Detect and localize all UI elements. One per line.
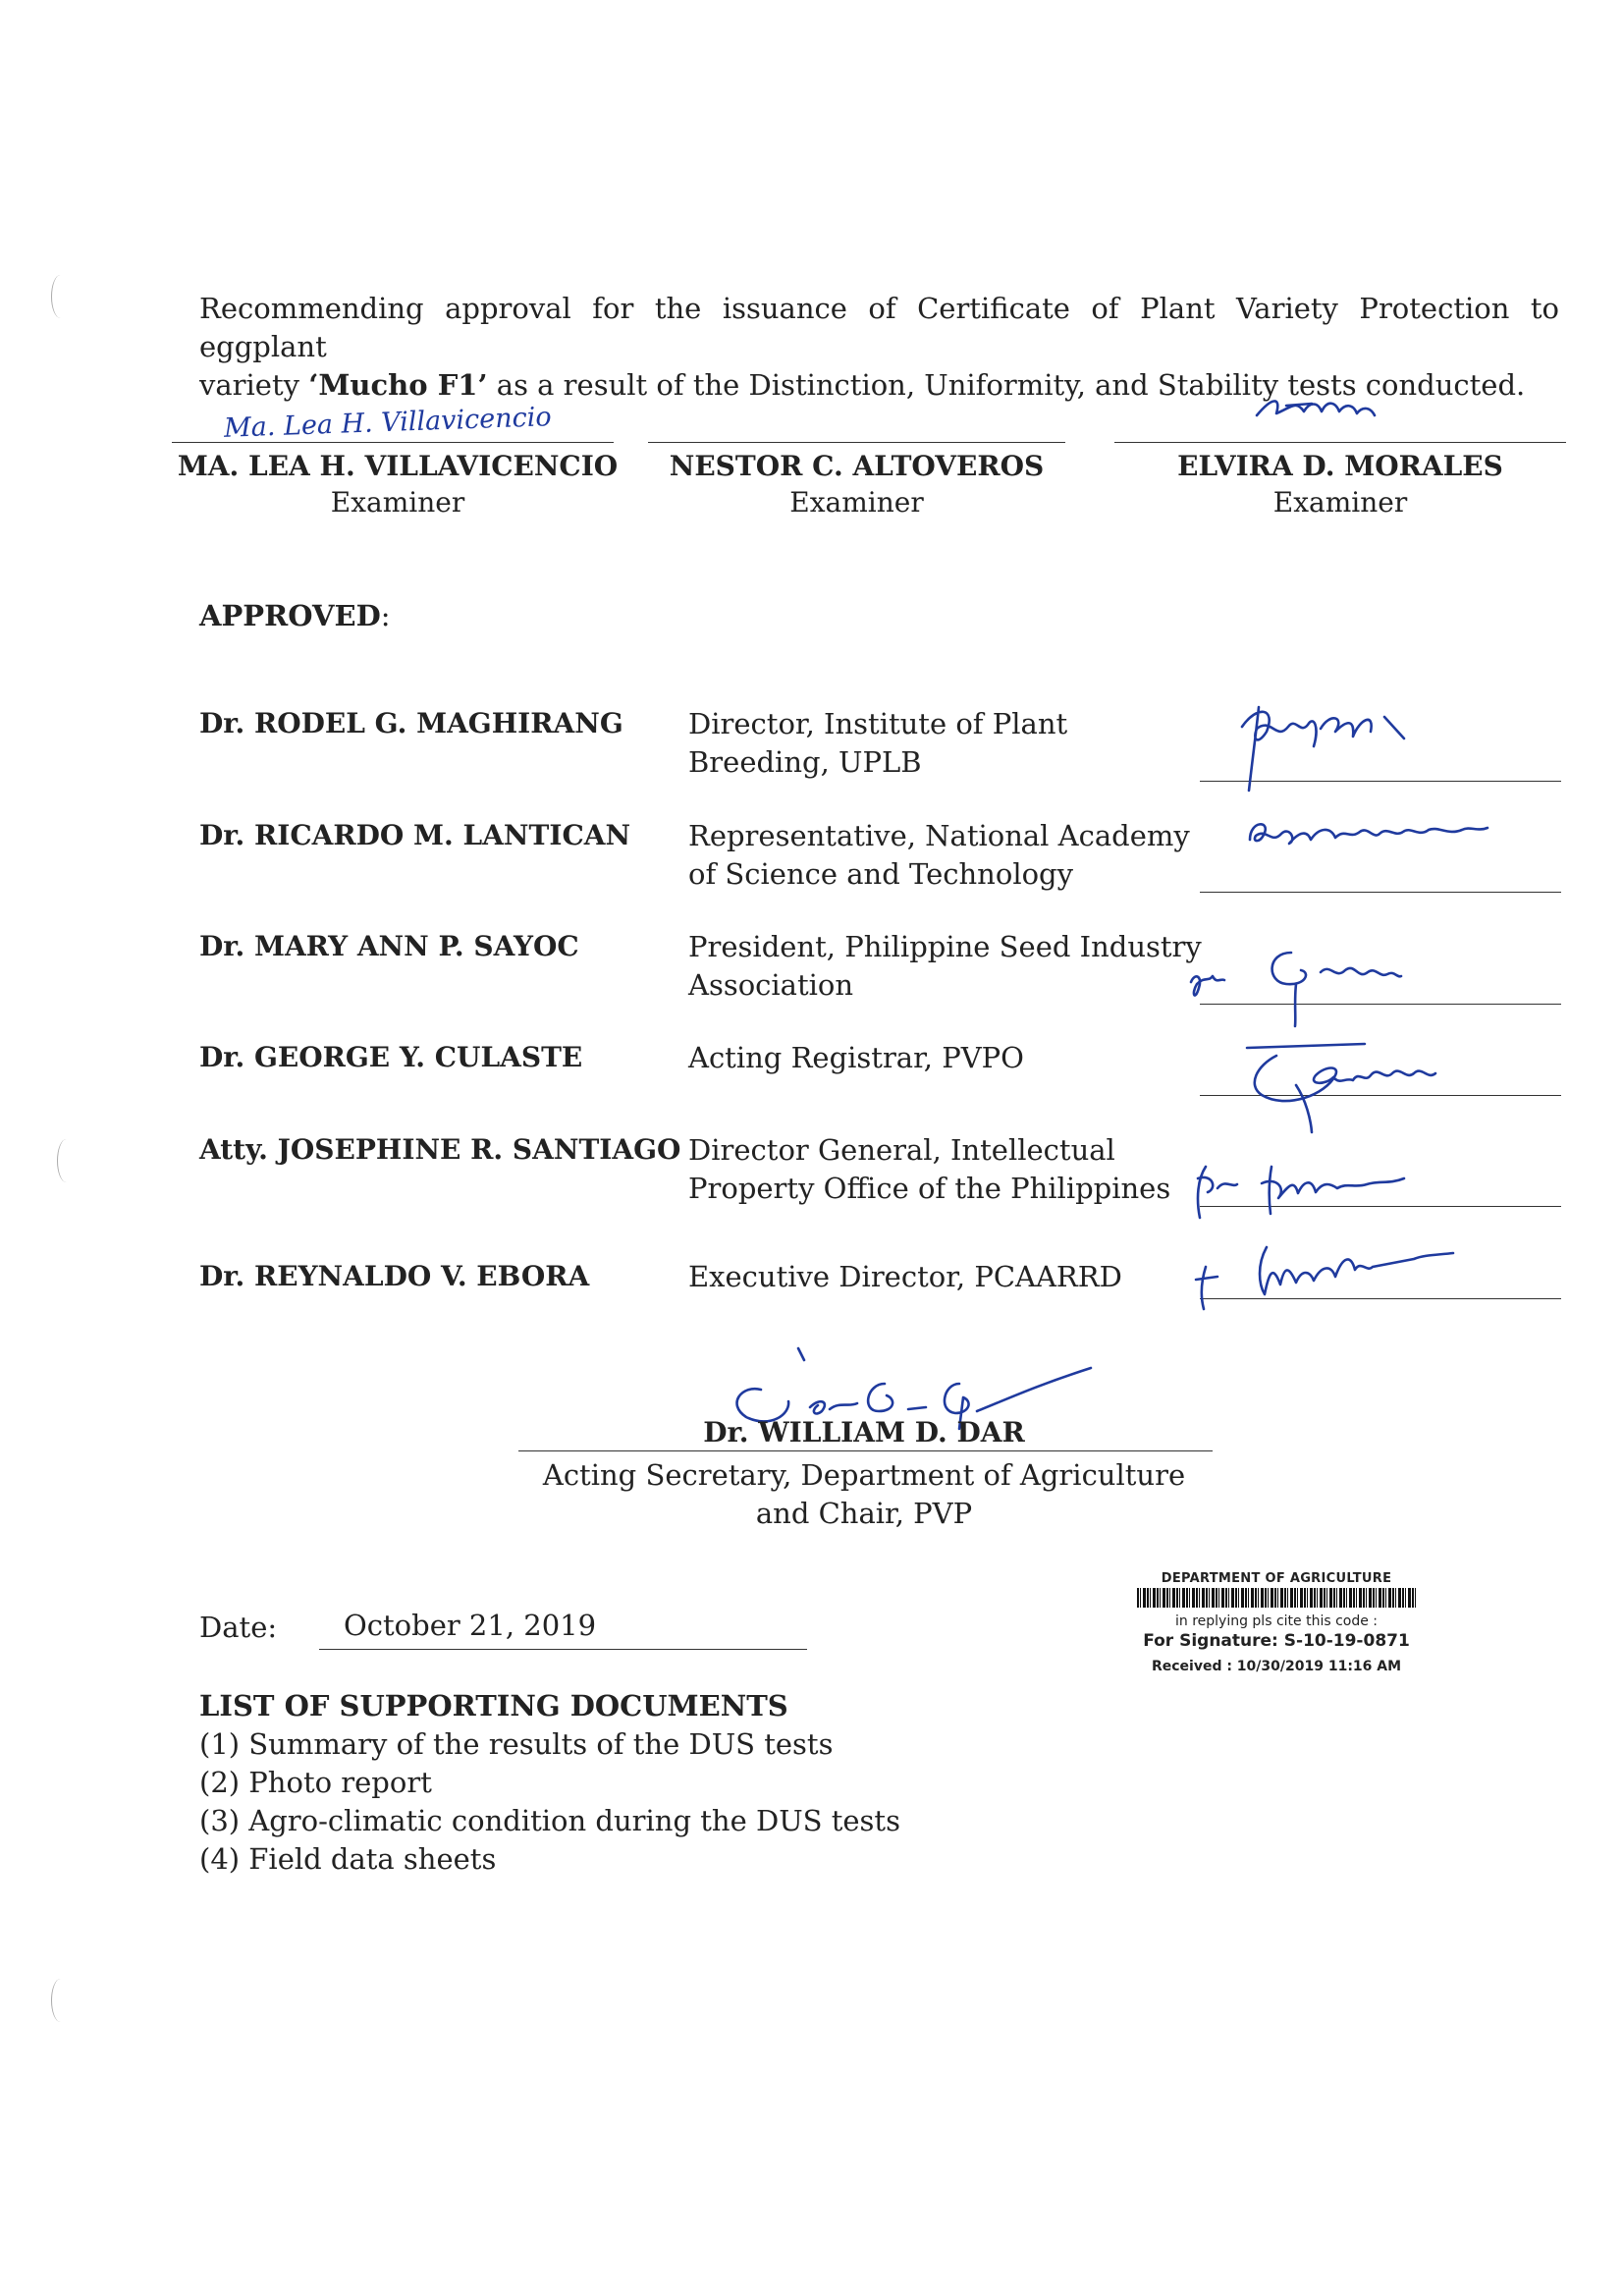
approved-label: APPROVED [199, 599, 381, 632]
approver-5-name: Atty. JOSEPHINE R. SANTIAGO [199, 1133, 681, 1166]
examiner-3-signature [1247, 378, 1424, 437]
approver-5-position [688, 1131, 1218, 1208]
approver-4-position [688, 1039, 1218, 1077]
examiner-1-line [172, 442, 614, 443]
approver-1-position-line2: Breeding, UPLB [688, 745, 922, 779]
receiving-stamp [1129, 1571, 1424, 1674]
intro-line1: Recommending approval for the issuance of Certificate of Plant Variety Protection to eggplant [199, 292, 1559, 363]
examiner-2-role: Examiner [789, 486, 924, 519]
approver-3-position-line2: Association [688, 968, 854, 1002]
date-line [319, 1649, 807, 1650]
approver-6-position [688, 1258, 1218, 1296]
approver-2-signature [1242, 810, 1537, 859]
approver-3-name: Dr. MARY ANN P. SAYOC [199, 930, 579, 962]
date-value: October 21, 2019 [344, 1609, 597, 1642]
approver-3-signature [1173, 933, 1507, 1031]
approver-6-name: Dr. REYNALDO V. EBORA [199, 1260, 590, 1292]
approver-5-signature [1178, 1149, 1492, 1223]
approver-2-line [1200, 892, 1561, 893]
approver-6-position-line1: Executive Director, PCAARRD [688, 1260, 1122, 1293]
approved-heading [199, 599, 391, 632]
supporting-doc-item: (3) Agro-climatic condition during the DUS tests [199, 1804, 900, 1837]
secretary-role-line2: and Chair, PVP [755, 1497, 973, 1530]
secretary-role [520, 1456, 1208, 1533]
intro-suffix: as a result of the Distinction, Uniformity, and Stability tests conducted. [487, 368, 1526, 402]
secretary-role-line1: Acting Secretary, Department of Agriculture [542, 1458, 1186, 1492]
supporting-doc-item: (1) Summary of the results of the DUS tests [199, 1727, 834, 1761]
approver-2-position [688, 817, 1218, 894]
approved-colon: : [380, 599, 391, 632]
approver-2-position-line2: of Science and Technology [688, 857, 1073, 891]
stamp-signature-code: For Signature: S-10-19-0871 [1143, 1631, 1410, 1651]
approver-3-position-line1: President, Philippine Seed Industry [688, 930, 1202, 963]
approver-5-position-line2: Property Office of the Philippines [688, 1172, 1171, 1205]
punch-mark-bottom [51, 1979, 70, 2022]
stamp-received: Received : 10/30/2019 11:16 AM [1151, 1659, 1402, 1674]
approver-4-name: Dr. GEORGE Y. CULASTE [199, 1041, 583, 1073]
approver-2-position-line1: Representative, National Academy [688, 819, 1190, 852]
approver-6-signature [1178, 1226, 1512, 1314]
approver-1-position [688, 705, 1218, 782]
examiner-3-role: Examiner [1272, 486, 1408, 519]
stamp-department: DEPARTMENT OF AGRICULTURE [1161, 1571, 1392, 1586]
approver-2-name: Dr. RICARDO M. LANTICAN [199, 819, 631, 851]
intro-prefix: variety [199, 368, 309, 402]
approver-3-position [688, 928, 1218, 1005]
punch-mark-middle [57, 1139, 76, 1182]
approver-1-name: Dr. RODEL G. MAGHIRANG [199, 707, 623, 739]
approver-1-signature [1198, 687, 1463, 800]
examiner-2-line [648, 442, 1065, 443]
supporting-doc-item: (2) Photo report [199, 1766, 432, 1799]
examiner-2-name: NESTOR C. ALTOVEROS [669, 450, 1045, 482]
secretary-name: Dr. WILLIAM D. DAR [703, 1416, 1025, 1449]
supporting-docs-title: LIST OF SUPPORTING DOCUMENTS [199, 1689, 788, 1722]
date-label: Date: [199, 1611, 278, 1644]
examiner-1-name: MA. LEA H. VILLAVICENCIO [177, 450, 619, 482]
punch-mark-top [51, 275, 70, 318]
stamp-cite: in replying pls cite this code : [1174, 1613, 1379, 1629]
examiner-1-signature-text: Ma. Lea H. Villavicencio [223, 402, 553, 444]
stamp-barcode [1137, 1588, 1416, 1608]
variety-name: ‘Mucho F1’ [308, 368, 488, 402]
approver-5-position-line1: Director General, Intellectual [688, 1133, 1115, 1167]
examiner-3-line [1114, 442, 1566, 443]
examiner-1-role: Examiner [330, 486, 465, 519]
approver-4-signature [1217, 1026, 1492, 1134]
supporting-doc-item: (4) Field data sheets [199, 1842, 497, 1876]
secretary-line [518, 1450, 1213, 1451]
approver-1-position-line1: Director, Institute of Plant [688, 707, 1068, 740]
approver-4-position-line1: Acting Registrar, PVPO [688, 1041, 1024, 1074]
examiner-3-name: ELVIRA D. MORALES [1177, 450, 1503, 482]
